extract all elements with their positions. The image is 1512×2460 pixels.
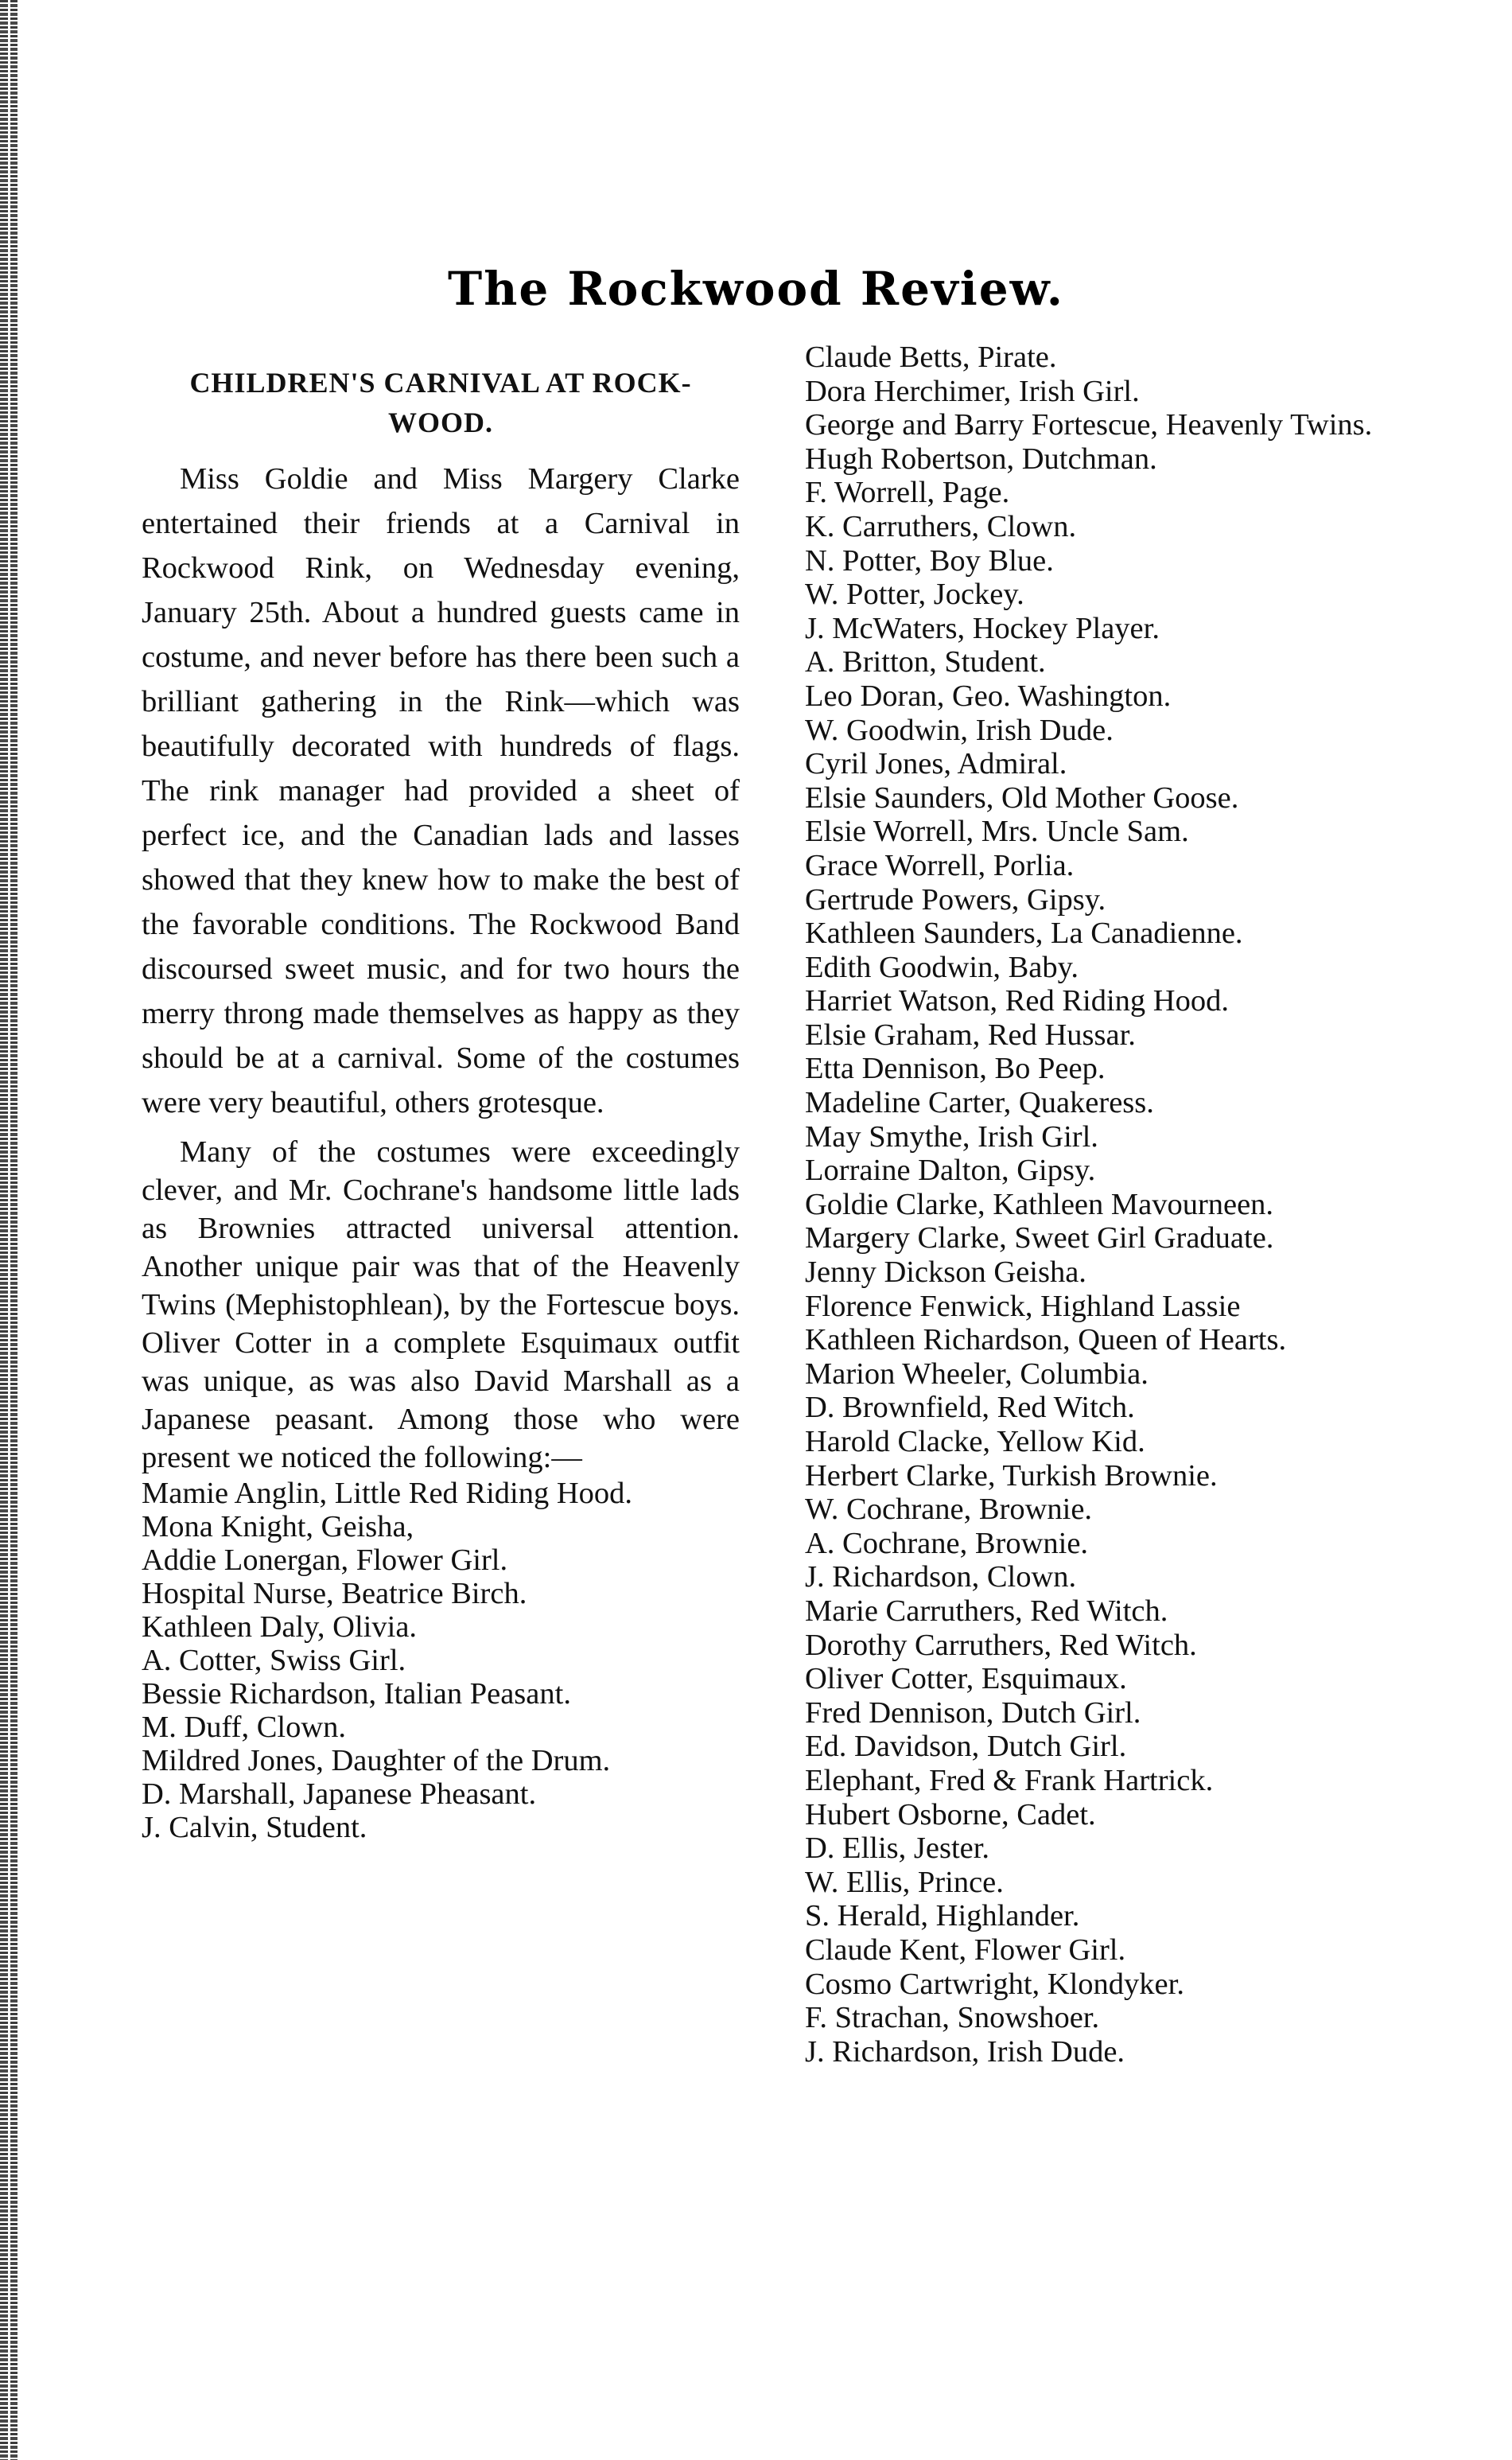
attendee-entry: Ed. Davidson, Dutch Girl. xyxy=(805,1730,1127,1764)
right-column xyxy=(805,341,1425,2069)
attendee-entry: Bessie Richardson, Italian Peasant. xyxy=(142,1677,571,1711)
attendee-entry: D. Brownfield, Red Witch. xyxy=(805,1391,1135,1425)
attendee-entry: Lorraine Dalton, Gipsy. xyxy=(805,1154,1096,1188)
attendee-entry: Margery Clarke, Sweet Girl Graduate. xyxy=(805,1221,1274,1255)
attendee-entry: Claude Betts, Pirate. xyxy=(805,341,1057,374)
attendee-entry: J. Calvin, Student. xyxy=(142,1811,367,1844)
attendee-entry: J. Richardson, Irish Dude. xyxy=(805,2034,1125,2069)
attendee-entry: Elephant, Fred & Frank Hartrick. xyxy=(805,1763,1214,1797)
attendee-entry: Kathleen Richardson, Queen of Hearts. xyxy=(805,1323,1287,1357)
attendee-entry: D. Ellis, Jester. xyxy=(805,1831,990,1866)
attendee-entry: J. Richardson, Clown. xyxy=(805,1560,1077,1594)
attendee-entry: Herbert Clarke, Turkish Brownie. xyxy=(805,1458,1218,1493)
attendee-entry: Kathleen Saunders, La Canadienne. xyxy=(805,917,1243,951)
attendee-entry: A. Cochrane, Brownie. xyxy=(805,1526,1089,1560)
attendee-entry: Madeline Carter, Quakeress. xyxy=(805,1086,1154,1120)
attendee-entry: Harold Clacke, Yellow Kid. xyxy=(805,1425,1145,1458)
attendee-entry: Kathleen Daly, Olivia. xyxy=(142,1610,418,1644)
attendee-entry: Harriet Watson, Red Riding Hood. xyxy=(805,984,1229,1018)
attendee-entry: A. Britton, Student. xyxy=(805,645,1046,679)
attendee-entry: Hospital Nurse, Beatrice Birch. xyxy=(142,1577,527,1610)
article-paragraph-1: Miss Goldie and Miss Margery Clarke entertained their friends at a Carnival in Rockwood Rink, on Wednesday evening, January 25th. About a hundred guests came in costume, and never before has there been such a brilliant gathering in the Rink—which was beautifully decorated with hundreds of flags. The rink manager had provided a sheet of perfect ice, and the Canadian lads and lasses showed that they knew how to make the best of the favorable conditions. The Rockwood Band discoursed sweet music, and for two hours the merry throng made themselves as happy as they should be at a carnival. Some of the costumes were very beautiful, others grotesque. xyxy=(142,462,740,1119)
attendee-entry: A. Cotter, Swiss Girl. xyxy=(142,1644,406,1677)
attendee-entry: Elsie Saunders, Old Mother Goose. xyxy=(805,780,1239,815)
attendee-entry: W. Goodwin, Irish Dude. xyxy=(805,713,1114,747)
attendee-entry: W. Potter, Jockey. xyxy=(805,578,1024,612)
left-column xyxy=(142,341,740,1844)
attendee-entry: Marie Carruthers, Red Witch. xyxy=(805,1594,1168,1628)
article-headline: CHILDREN'S CARNIVAL AT ROCK-WOOD. xyxy=(189,367,692,438)
attendee-entry: Etta Dennison, Bo Peep. xyxy=(805,1052,1106,1086)
attendee-entry: Gertrude Powers, Gipsy. xyxy=(805,882,1106,917)
attendee-entry: M. Duff, Clown. xyxy=(142,1711,347,1744)
attendee-entry: Edith Goodwin, Baby. xyxy=(805,950,1079,984)
attendee-entry: F. Strachan, Snowshoer. xyxy=(805,2001,1100,2035)
page-binding-edge xyxy=(0,0,17,2460)
attendee-entry: Cyril Jones, Admiral. xyxy=(805,747,1067,781)
attendee-entry: K. Carruthers, Clown. xyxy=(805,509,1077,543)
attendee-entry: Cosmo Cartwright, Klondyker. xyxy=(805,1967,1184,2001)
attendee-entry: Hubert Osborne, Cadet. xyxy=(805,1797,1096,1831)
attendee-entry: Leo Doran, Geo. Washington. xyxy=(805,679,1172,713)
attendee-entry: Fred Dennison, Dutch Girl. xyxy=(805,1695,1141,1730)
attendee-entry: May Smythe, Irish Girl. xyxy=(805,1119,1098,1154)
attendee-entry: S. Herald, Highlander. xyxy=(805,1899,1080,1933)
attendee-entry: Hugh Robertson, Dutchman. xyxy=(805,442,1157,476)
attendee-entry: Dorothy Carruthers, Red Witch. xyxy=(805,1628,1197,1662)
attendee-entry: Jenny Dickson Geisha. xyxy=(805,1255,1086,1290)
attendee-entry: Claude Kent, Flower Girl. xyxy=(805,1933,1126,1967)
attendee-entry: N. Potter, Boy Blue. xyxy=(805,543,1054,578)
attendee-list-right xyxy=(805,341,1425,2069)
attendee-entry: Grace Worrell, Porlia. xyxy=(805,848,1075,882)
attendee-entry: W. Cochrane, Brownie. xyxy=(805,1493,1093,1527)
attendee-entry: W. Ellis, Prince. xyxy=(805,1865,1004,1899)
attendee-entry: D. Marshall, Japanese Pheasant. xyxy=(142,1777,537,1811)
attendee-entry: Mildred Jones, Daughter of the Drum. xyxy=(142,1744,611,1777)
attendee-entry: Dora Herchimer, Irish Girl. xyxy=(805,374,1140,408)
attendee-entry: Elsie Worrell, Mrs. Uncle Sam. xyxy=(805,815,1189,849)
attendee-entry: Addie Lonergan, Flower Girl. xyxy=(142,1543,508,1577)
attendee-entry: Marion Wheeler, Columbia. xyxy=(805,1357,1149,1391)
masthead-title: The Rockwood Review. xyxy=(448,261,1064,316)
attendee-entry: Elsie Graham, Red Hussar. xyxy=(805,1018,1136,1052)
article-paragraph-2: Many of the costumes were exceedingly clever, and Mr. Cochrane's handsome little lads as Brownies attracted universal attention. Another unique pair was that of the Heavenly Twins (Mephistophlean), by the Fortescue boys. Oliver Cotter in a complete Esquimaux outfit was unique, as was also David Marshall as a Japanese peasant. Among those who were present we noticed the following:— xyxy=(142,1135,740,1474)
attendee-entry: Florence Fenwick, Highland Lassie xyxy=(805,1289,1241,1323)
attendee-entry: Mona Knight, Geisha, xyxy=(142,1510,414,1543)
attendee-entry: Mamie Anglin, Little Red Riding Hood. xyxy=(142,1477,633,1510)
attendee-list-left xyxy=(142,1477,740,1844)
attendee-entry: J. McWaters, Hockey Player. xyxy=(805,611,1160,645)
attendee-entry: George and Barry Fortescue, Heavenly Twins. xyxy=(805,408,1373,442)
attendee-entry: F. Worrell, Page. xyxy=(805,476,1010,510)
attendee-entry: Oliver Cotter, Esquimaux. xyxy=(805,1662,1127,1696)
attendee-entry: Goldie Clarke, Kathleen Mavourneen. xyxy=(805,1187,1274,1221)
